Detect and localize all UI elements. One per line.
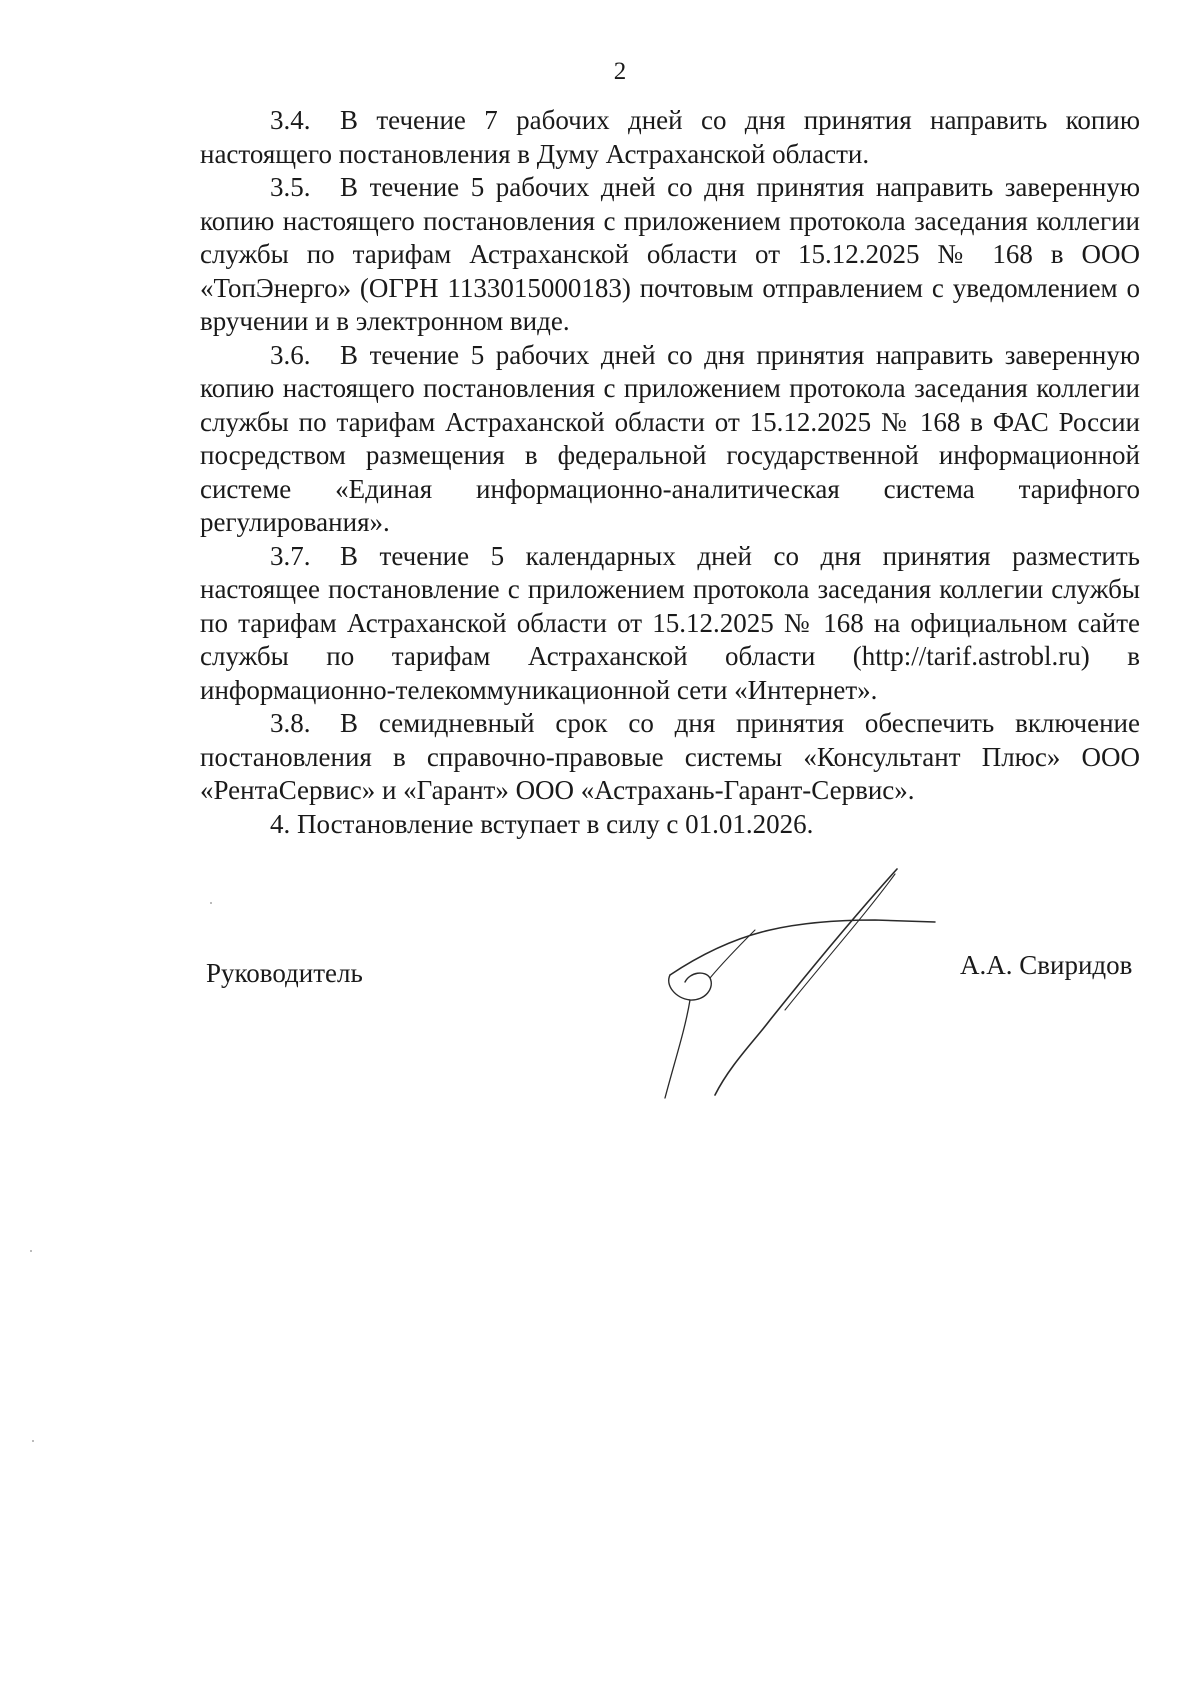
signature-stroke (715, 869, 897, 1095)
signature-stroke (785, 874, 895, 1010)
signature-stroke (665, 1000, 690, 1098)
paragraph-number: 3.5. (270, 172, 311, 202)
paragraph-3-5 (200, 171, 1140, 339)
scan-speck (32, 1440, 34, 1442)
scan-speck (30, 1250, 32, 1252)
signature-stroke (670, 920, 935, 975)
page-number: 2 (613, 58, 627, 85)
handwritten-signature (660, 860, 940, 1110)
paragraph-number: 3.6. (270, 339, 311, 370)
signature-stroke (669, 973, 712, 1000)
signatory-title: Руководитель (206, 958, 363, 988)
signature-stroke (710, 930, 755, 978)
paragraph-3-6 (200, 339, 1140, 540)
effective-date-clause: 4. Постановление вступает в силу с 01.01.2026. (270, 808, 814, 839)
paragraph-number: 3.7. (270, 540, 311, 571)
paragraph-text: В течение 7 рабочих дней со дня принятия направить копию настоящего постановления в Думу Астраханской области. (200, 105, 1140, 169)
paragraph-number: 3.4. (270, 105, 311, 135)
paragraph-text: В семидневный срок со дня принятия обеспечить включение постановления в справочно-правовые системы «Консультант Плюс» ООО «РентаСервис» и «Гарант» ООО «Астрахань-Гарант-Сервис». (200, 708, 1140, 805)
paragraph-3-7 (200, 540, 1140, 708)
paragraph-3-4 (200, 104, 1140, 171)
paragraph-3-8 (200, 707, 1140, 808)
signatory-name: А.А. Свиридов (960, 950, 1133, 980)
paragraph-text: В течение 5 рабочих дней со дня принятия направить заверенную копию настоящего постановления с приложением протокола заседания коллегии службы по тарифам Астраханской области от 15.12.2025 № 168 в ООО «ТопЭнерго» (ОГРН 1133015000183) почтовым отправлением с уведомлением о вручении и в электронном виде. (200, 172, 1140, 336)
paragraph-text: В течение 5 календарных дней со дня принятия разместить настоящее постановление с приложением протокола заседания коллегии службы по тарифам Астраханской области от 15.12.2025 № 168 на официальном сайте службы по тарифам Астраханской области (http://tarif.astrobl.ru) в информационно-телекоммуникационной сети «Интернет». (200, 540, 1140, 705)
paragraph-number: 3.8. (270, 708, 311, 738)
paragraph-text: В течение 5 рабочих дней со дня принятия направить заверенную копию настоящего постановления с приложением протокола заседания коллегии службы по тарифам Астраханской области от 15.12.2025 № 168 в ФАС России посредством размещения в федеральной государственной информационной системе «Единая информационно-аналитическая система тарифного регулирования». (200, 339, 1140, 537)
document-body (200, 104, 1140, 841)
scan-speck (210, 902, 212, 904)
